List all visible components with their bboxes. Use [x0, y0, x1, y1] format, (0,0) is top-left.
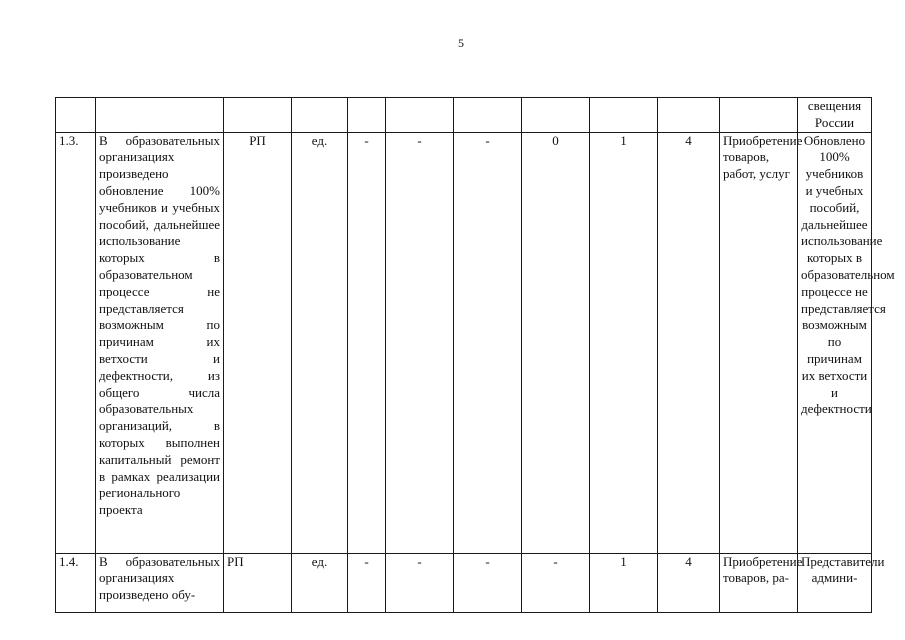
table-cell — [386, 98, 454, 133]
row-activity: Приобретение товаров, ра- — [720, 553, 798, 612]
table-cell — [96, 98, 224, 133]
row-description: В образовательных организациях произведено обу- — [96, 553, 224, 612]
row-value-6: 4 — [658, 553, 720, 612]
row-value-1: - — [348, 553, 386, 612]
row-result: Обновлено 100% учебников и учебных пособий, дальнейшее использование которых в образовательном процессе не представляется возможным по причинам их ветхости и дефектности — [798, 132, 872, 553]
header-last-cell: свещения России — [798, 98, 872, 133]
table-cell — [522, 98, 590, 133]
row-activity: Приобретение товаров, работ, услуг — [720, 132, 798, 553]
row-type: РП — [224, 132, 292, 553]
row-unit: ед. — [292, 132, 348, 553]
page-number: 5 — [458, 36, 464, 50]
row-result: Представители админи- — [798, 553, 872, 612]
row-value-5: 1 — [590, 132, 658, 553]
table-cell — [348, 98, 386, 133]
table-cell — [454, 98, 522, 133]
row-number: 1.4. — [56, 553, 96, 612]
row-unit: ед. — [292, 553, 348, 612]
table-row — [56, 553, 872, 612]
row-value-4: 0 — [522, 132, 590, 553]
row-value-2: - — [386, 553, 454, 612]
row-value-5: 1 — [590, 553, 658, 612]
row-value-2: - — [386, 132, 454, 553]
row-description: В образовательных организациях произведено обновление 100% учебников и учебных пособий, дальнейшее использование которых в образовательном процессе не представляется возможным по причинам их ветхости и дефектности, из общего числа образовательных организаций, в которых выполнен капитальный ремонт в рамках реализации регионального проекта — [96, 132, 224, 553]
table-cell — [224, 98, 292, 133]
table-cell — [720, 98, 798, 133]
row-value-1: - — [348, 132, 386, 553]
row-value-3: - — [454, 553, 522, 612]
table-cell — [658, 98, 720, 133]
document-table — [55, 97, 895, 613]
table-cell — [56, 98, 96, 133]
row-type: РП — [224, 553, 292, 612]
table-header-row — [56, 98, 872, 133]
table-row — [56, 132, 872, 553]
table-cell — [292, 98, 348, 133]
row-number: 1.3. — [56, 132, 96, 553]
row-value-6: 4 — [658, 132, 720, 553]
row-value-4: - — [522, 553, 590, 612]
table-cell — [590, 98, 658, 133]
row-value-3: - — [454, 132, 522, 553]
